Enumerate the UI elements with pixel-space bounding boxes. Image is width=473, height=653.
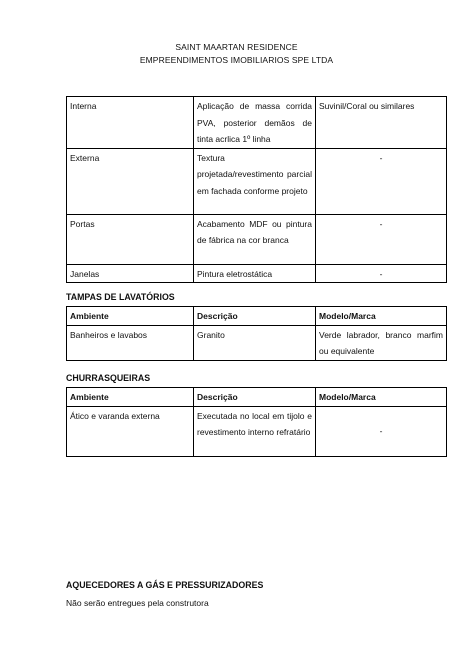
descricao-cell: Aplicação de massa corrida PVA, posterior demãos de tinta acrlica 1º linha: [194, 97, 316, 149]
column-header-modelo: Modelo/Marca: [316, 388, 447, 407]
descricao-cell: Granito: [194, 325, 316, 360]
modelo-cell: -: [316, 406, 447, 456]
aquecedores-text: Não serão entregues pela construtora: [66, 598, 209, 608]
table-row: [67, 325, 447, 360]
descricao-cell: Textura projetada/revestimento parcial em fachada conforme projeto: [194, 148, 316, 214]
table-row: [67, 264, 447, 283]
section-title-aquecedores: AQUECEDORES A GÁS E PRESSURIZADORES: [66, 580, 264, 590]
column-header-ambiente: Ambiente: [67, 307, 194, 326]
document-header-line-2: EMPREENDIMENTOS IMOBILIARIOS SPE LTDA: [139, 55, 334, 65]
section-title-churrasqueiras: CHURRASQUEIRAS: [66, 373, 151, 383]
ambiente-cell: Portas: [67, 214, 194, 264]
table-header-row: [67, 388, 447, 407]
section-title-tampas: TAMPAS DE LAVATÓRIOS: [66, 292, 175, 302]
column-header-ambiente: Ambiente: [67, 388, 194, 407]
table-row: [67, 214, 447, 264]
column-header-descricao: Descrição: [194, 307, 316, 326]
ambiente-cell: Banheiros e lavabos: [67, 325, 194, 360]
ambiente-cell: Ático e varanda externa: [67, 406, 194, 456]
modelo-cell: Suvinil/Coral ou similares: [316, 97, 447, 149]
modelo-cell: Verde labrador, branco marfim ou equivalente: [316, 325, 447, 360]
column-header-modelo: Modelo/Marca: [316, 307, 447, 326]
ambiente-cell: Externa: [67, 148, 194, 214]
modelo-cell: -: [316, 264, 447, 283]
table-row: [67, 406, 447, 456]
column-header-descricao: Descrição: [194, 388, 316, 407]
ambiente-cell: Janelas: [67, 264, 194, 283]
churrasqueiras-table: [66, 387, 447, 457]
table-header-row: [67, 307, 447, 326]
pintura-table: [66, 96, 447, 283]
descricao-cell: Executada no local em tijolo e revestimento interno refratário: [194, 406, 316, 456]
descricao-cell: Pintura eletrostática: [194, 264, 316, 283]
table-row: [67, 148, 447, 214]
document-header-line-1: SAINT MAARTAN RESIDENCE: [175, 42, 298, 52]
tampas-table: [66, 306, 447, 361]
table-row: [67, 97, 447, 149]
descricao-cell: Acabamento MDF ou pintura de fábrica na cor branca: [194, 214, 316, 264]
ambiente-cell: Interna: [67, 97, 194, 149]
modelo-cell: -: [316, 214, 447, 264]
modelo-cell: -: [316, 148, 447, 214]
